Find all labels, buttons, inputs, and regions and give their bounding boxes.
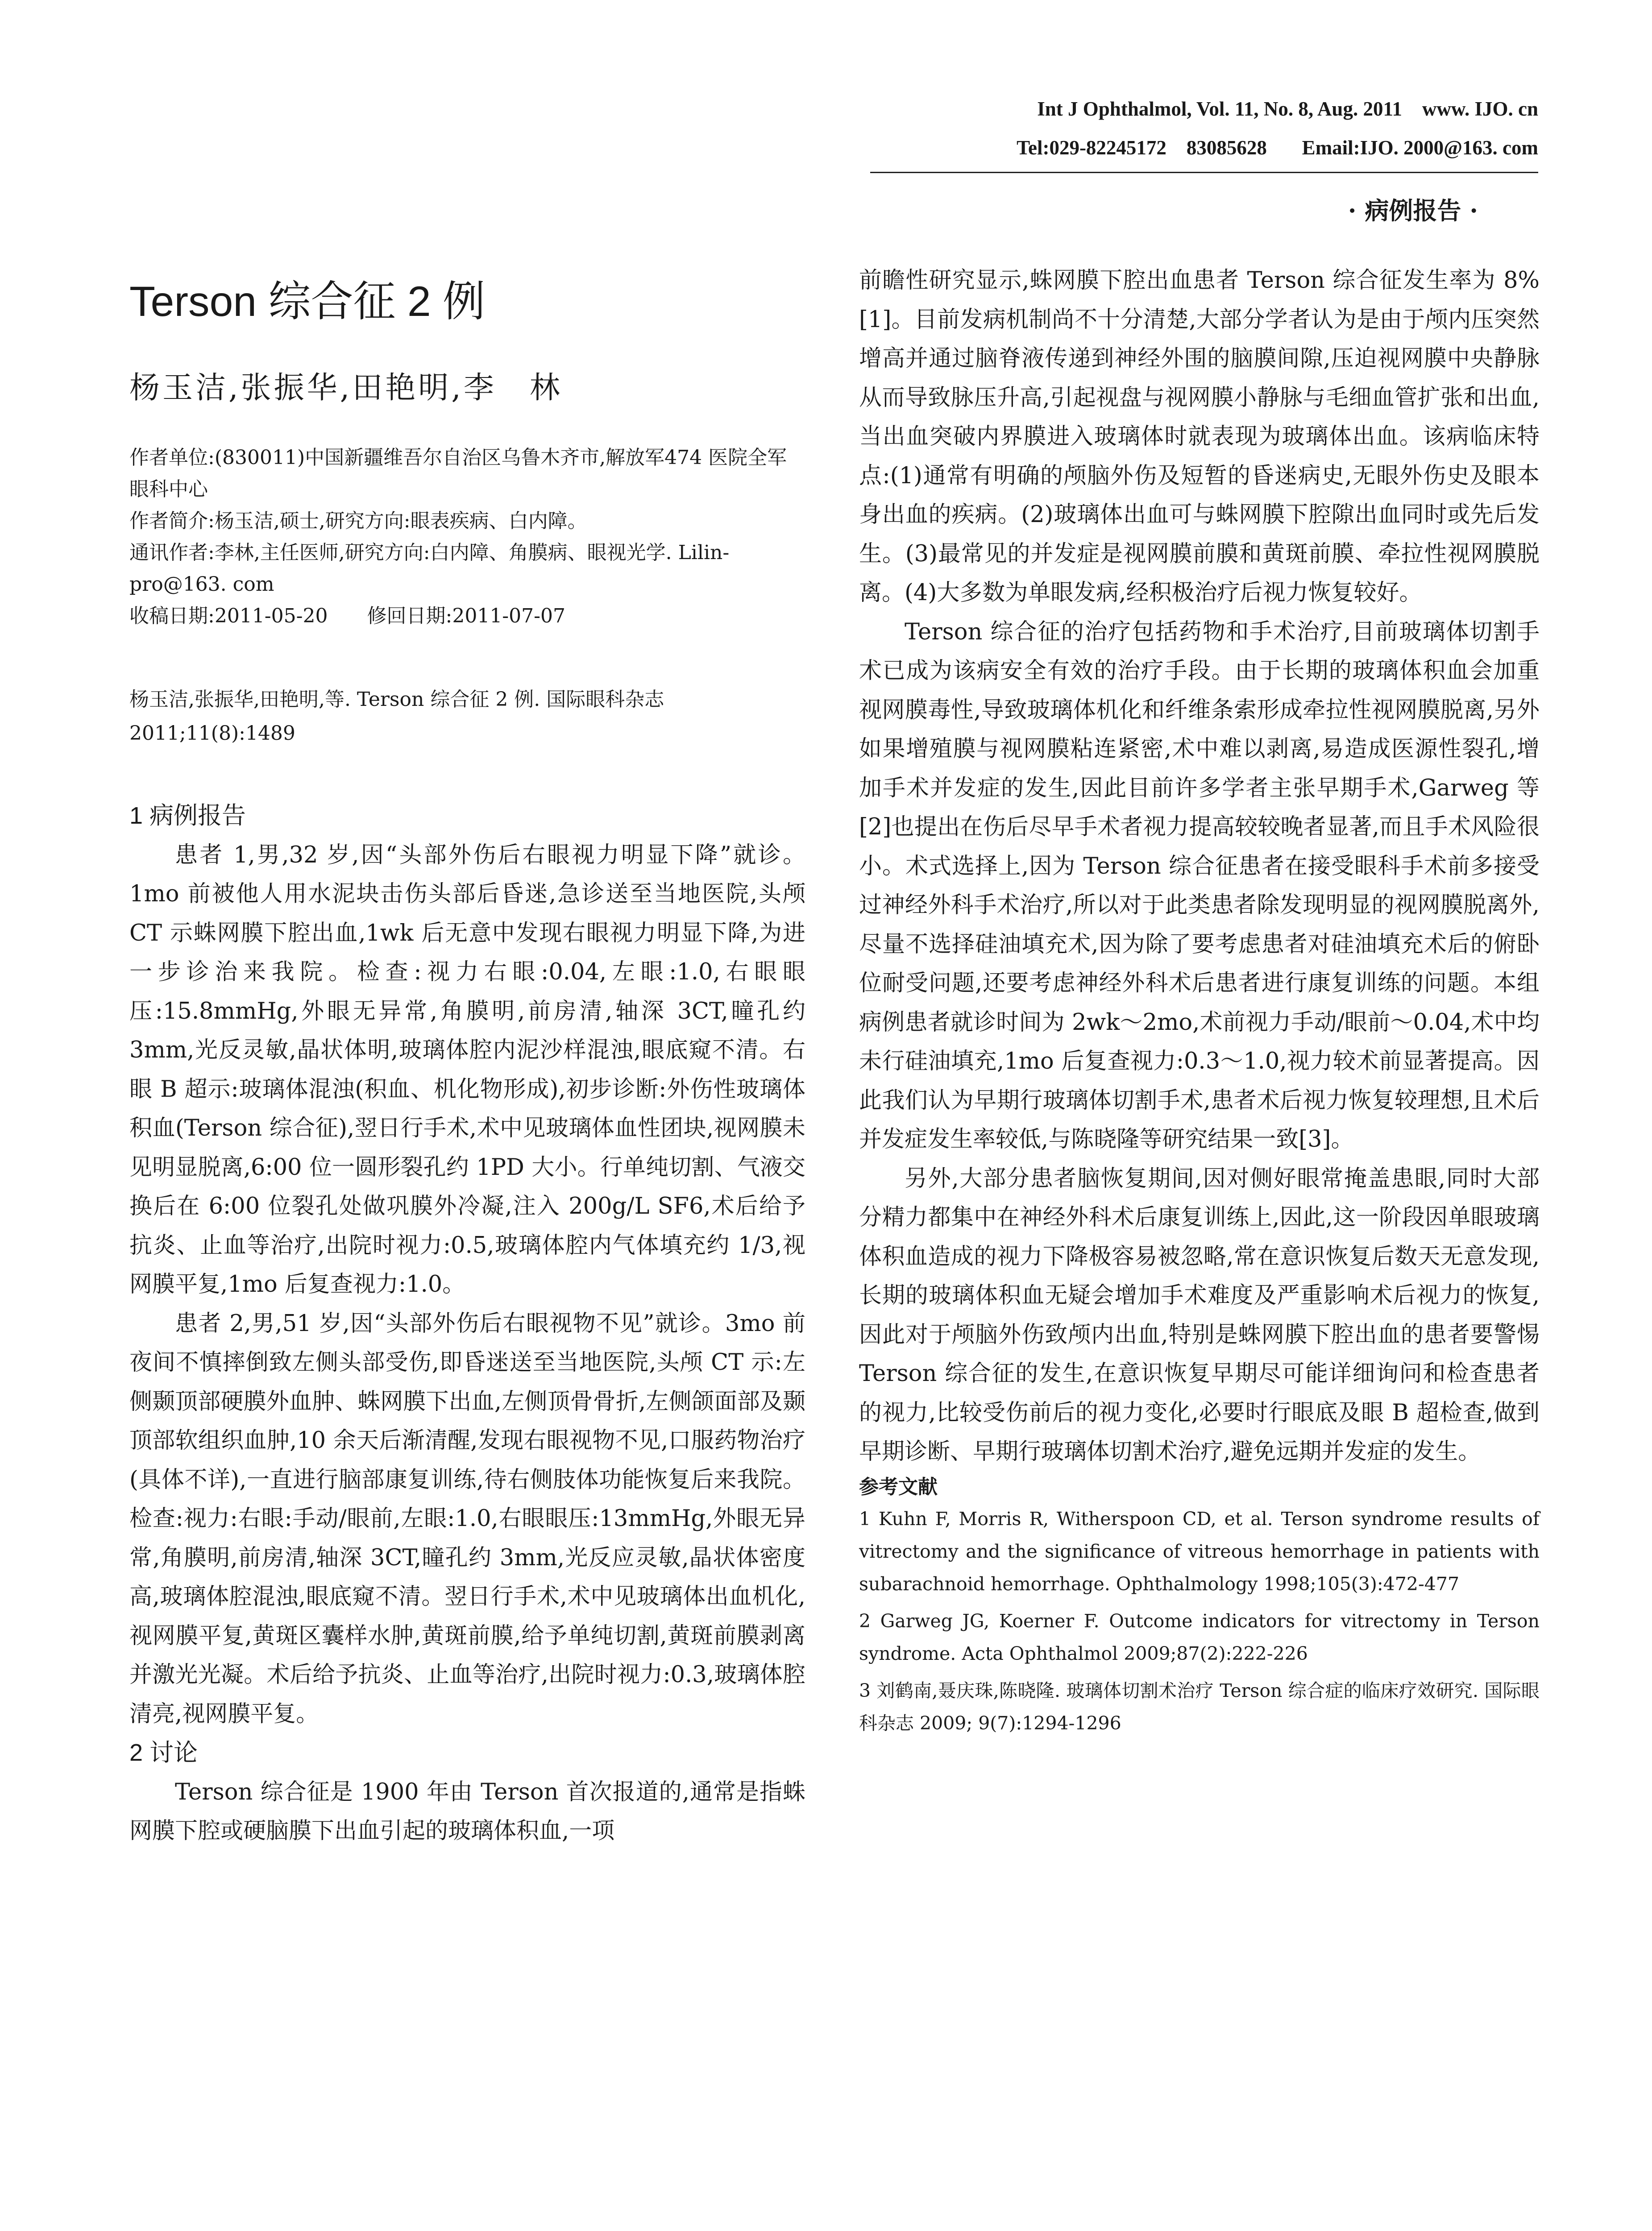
section-tag: · 病例报告 · xyxy=(1348,196,1478,225)
section-heading-case-report: 1 病例报告 xyxy=(129,802,246,829)
header-rule xyxy=(870,172,1538,173)
body-paragraph: 患者 2,男,51 岁,因“头部外伤后右眼视物不见”就诊。3mo 前夜间不慎摔倒致左侧头部受伤,即昏迷送至当地医院,头颅 CT 示:左侧颞顶部硬膜外血肿、蛛网膜下出血,左侧顶骨骨折,左侧颌面部及颞顶部软组织血肿,10 余天后渐清醒,发现右眼视物不见,口服药物治疗(具体不详),一直进行脑部康复训练,待右侧肢体功能恢复后来我院。检查:视力:右眼:手动/眼前,左眼:1.0,右眼眼压:13mmHg,外眼无异常,角膜明,前房清,轴深 3CT,瞳孔约 3mm,光反应灵敏,晶状体密度高,玻璃体腔混浊,眼底窥不清。翌日行手术,术中见玻璃体出血机化,视网膜平复,黄斑区囊样水肿,黄斑前膜,给予单纯切割,黄斑前膜剥离并激光光凝。术后给予抗炎、止血等治疗,出院时视力:0.3,玻璃体腔清亮,视网膜平复。 xyxy=(129,1310,805,1727)
references-heading: 参考文献 xyxy=(859,1475,938,1498)
section-heading-discussion: 2 讨论 xyxy=(129,1739,198,1766)
left-column xyxy=(129,796,805,1851)
correspondence: 通讯作者:李林,主任医师,研究方向:白内障、角膜病、眼视光学. Lilin-pro@163. com xyxy=(129,541,730,596)
right-column xyxy=(859,261,1540,1744)
reference-item: 2 Garweg JG, Koerner F. Outcome indicators for vitrectomy in Terson syndrome. Acta Ophthalmol 2009;87(2):222-226 xyxy=(859,1610,1540,1664)
article-title: Terson 综合征 2 例 xyxy=(129,278,486,325)
citation-text: 杨玉洁,张振华,田艳明,等. Terson 综合征 2 例. 国际眼科杂志 2011;11(8):1489 xyxy=(129,688,664,745)
body-paragraph: 前瞻性研究显示,蛛网膜下腔出血患者 Terson 综合征发生率为 8%[1]。目前发病机制尚不十分清楚,大部分学者认为是由于颅内压突然增高并通过脑脊液传递到神经外围的脑膜间隙,压迫视网膜中央静脉从而导致脉压升高,引起视盘与视网膜小静脉与毛细血管扩张和出血,当出血突破内界膜进入玻璃体时就表现为玻璃体出血。该病临床特点:(1)通常有明确的颅脑外伤及短暂的昏迷病史,无眼外伤史及眼本身出血的疾病。(2)玻璃体出血可与蛛网膜下腔隙出血同时或先后发生。(3)最常见的并发症是视网膜前膜和黄斑前膜、牵拉性视网膜脱离。(4)大多数为单眼发病,经积极治疗后视力恢复较好。 xyxy=(859,267,1540,606)
affiliation: 作者单位:(830011)中国新疆维吾尔自治区乌鲁木齐市,解放军474 医院全军眼科中心 xyxy=(129,446,787,501)
reference-item: 1 Kuhn F, Morris R, Witherspoon CD, et al. Terson syndrome results of vitrectomy and the significance of vitreous hemorrhage in patients with subarachnoid hemorrhage. Ophthalmology 1998;105(3):472-477 xyxy=(859,1508,1540,1595)
reference-item: 3 刘鹤南,聂庆珠,陈晓隆. 玻璃体切割术治疗 Terson 综合症的临床疗效研究. 国际眼科杂志 2009; 9(7):1294-1296 xyxy=(859,1679,1540,1734)
body-paragraph: 另外,大部分患者脑恢复期间,因对侧好眼常掩盖患眼,同时大部分精力都集中在神经外科术后康复训练上,因此,这一阶段因单眼玻璃体积血造成的视力下降极容易被忽略,常在意识恢复后数天无意发现,长期的玻璃体积血无疑会增加手术难度及严重影响术后视力的恢复,因此对于颅脑外伤致颅内出血,特别是蛛网膜下腔出血的患者要警惕 Terson 综合征的发生,在意识恢复早期尽可能详细询问和检查患者的视力,比较受伤前后的视力变化,必要时行眼底及眼 B 超检查,做到早期诊断、早期行玻璃体切割术治疗,避免远期并发症的发生。 xyxy=(859,1165,1540,1465)
body-paragraph: 患者 1,男,32 岁,因“头部外伤后右眼视力明显下降”就诊。1mo 前被他人用水泥块击伤头部后昏迷,急诊送至当地医院,头颅 CT 示蛛网膜下腔出血,1wk 后无意中发现右眼视力明显下降,为进一步诊治来我院。检查:视力右眼:0.04,左眼:1.0,右眼眼压:15.8mmHg,外眼无异常,角膜明,前房清,轴深 3CT,瞳孔约 3mm,光反灵敏,晶状体明,玻璃体腔内泥沙样混浊,眼底窥不清。右眼 B 超示:玻璃体混浊(积血、机化物形成),初步诊断:外伤性玻璃体积血(Terson 综合征),翌日行手术,术中见玻璃体血性团块,视网膜未见明显脱离,6:00 位一圆形裂孔约 1PD 大小。行单纯切割、气液交换后在 6:00 位裂孔处做巩膜外冷凝,注入 200g/L SF6,术后给予抗炎、止血等治疗,出院时视力:0.5,玻璃体腔内气体填充约 1/3,视网膜平复,1mo 后复查视力:1.0。 xyxy=(129,842,805,1298)
author-info xyxy=(129,442,803,632)
reference-list xyxy=(859,1503,1540,1740)
journal-header: Int J Ophthalmol, Vol. 11, No. 8, Aug. 2011 www. IJO. cn xyxy=(1037,98,1538,120)
author-list: 杨玉洁,张振华,田艳明,李 林 xyxy=(129,370,563,406)
journal-contact: Tel:029-82245172 83085628 Email:IJO. 2000@163. com xyxy=(1017,137,1538,159)
received-dates: 收稿日期:2011-05-20 修回日期:2011-07-07 xyxy=(129,605,566,627)
body-paragraph: Terson 综合征是 1900 年由 Terson 首次报道的,通常是指蛛网膜下腔或硬脑膜下出血引起的玻璃体积血,一项 xyxy=(129,1779,805,1844)
citation-block xyxy=(129,683,803,751)
body-paragraph: Terson 综合征的治疗包括药物和手术治疗,目前玻璃体切割手术已成为该病安全有效的治疗手段。由于长期的玻璃体积血会加重视网膜毒性,导致玻璃体机化和纤维条索形成牵拉性视网膜脱离,另外如果增殖膜与视网膜粘连紧密,术中难以剥离,易造成医源性裂孔,增加手术并发症的发生,因此目前许多学者主张早期手术,Garweg 等[2]也提出在伤后尽早手术者视力提高较较晚者显著,而且手术风险很小。术式选择上,因为 Terson 综合征患者在接受眼科手术前多接受过神经外科手术治疗,所以对于此类患者除发现明显的视网膜脱离外,尽量不选择硅油填充术,因为除了要考虑患者对硅油填充术后的俯卧位耐受问题,还要考虑神经外科术后患者进行康复训练的问题。本组病例患者就诊时间为 2wk～2mo,术前视力手动/眼前～0.04,术中均未行硅油填充,1mo 后复查视力:0.3～1.0,视力较术前显著提高。因此我们认为早期行玻璃体切割手术,患者术后视力恢复较理想,且术后并发症发生率较低,与陈晓隆等研究结果一致[3]。 xyxy=(859,618,1540,1153)
author-bio: 作者简介:杨玉洁,硕士,研究方向:眼表疾病、白内障。 xyxy=(129,510,587,532)
